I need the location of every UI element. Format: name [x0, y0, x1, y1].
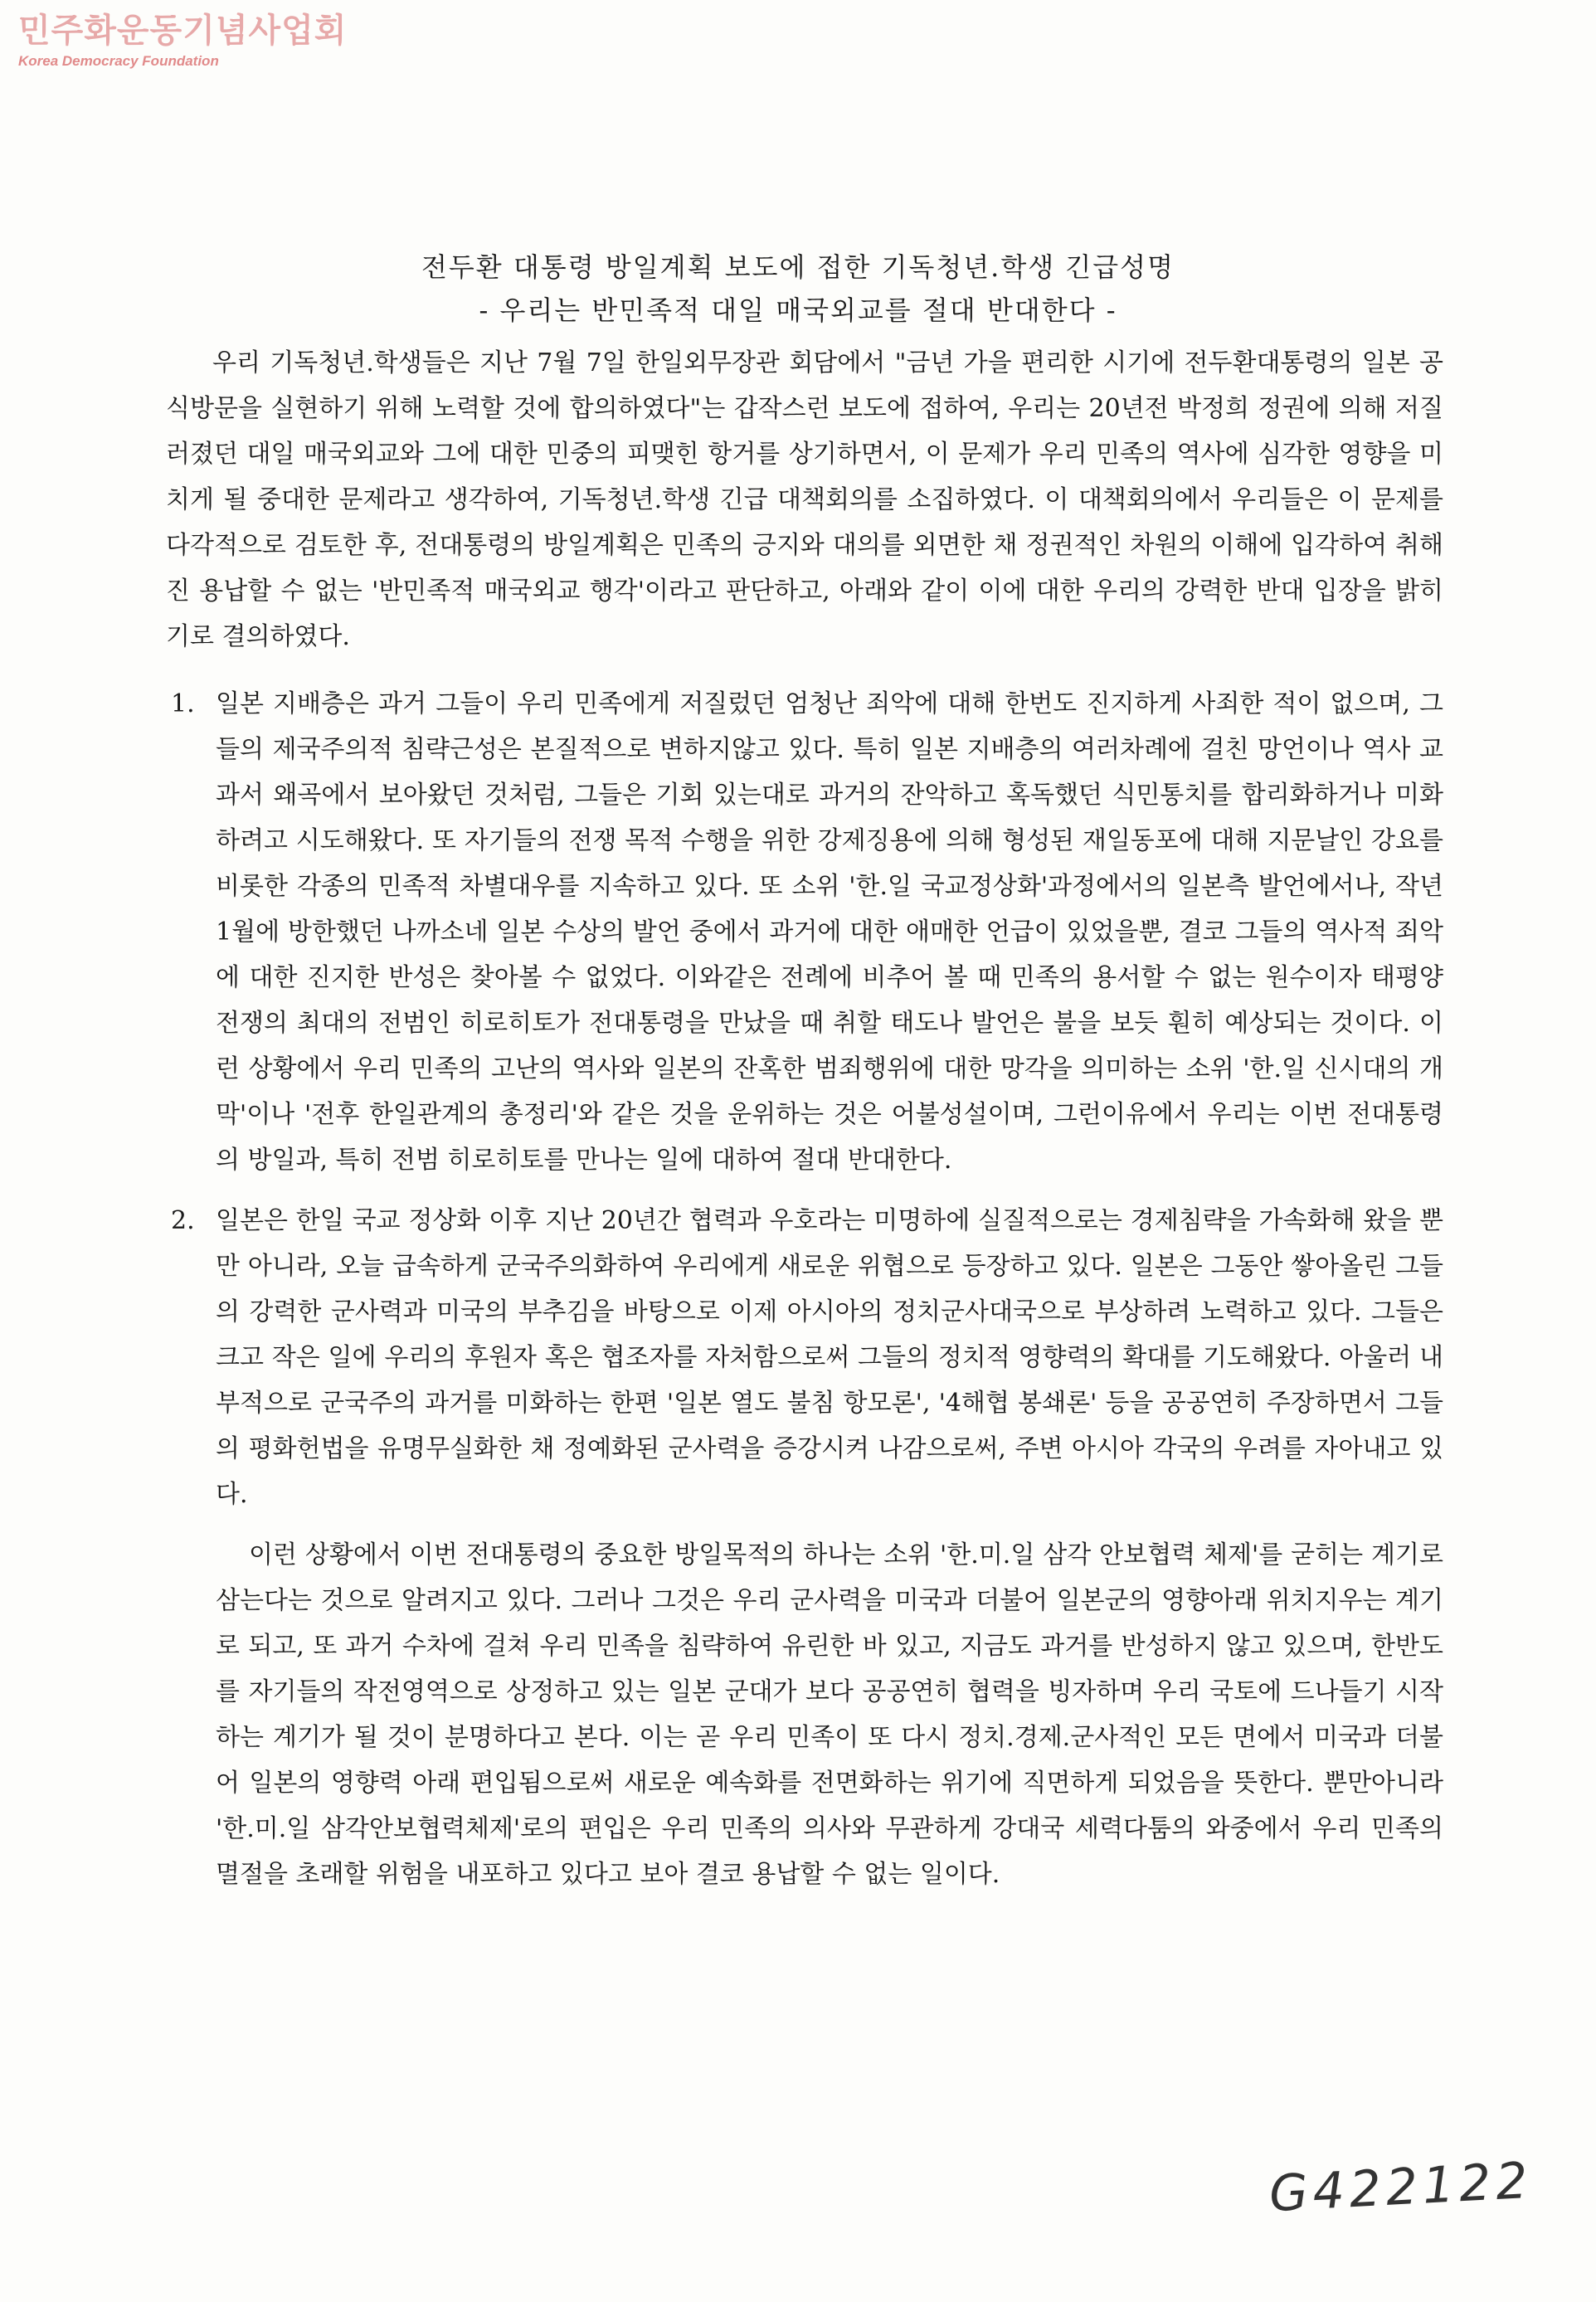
intro-paragraph: 우리 기독청년.학생들은 지난 7월 7일 한일외무장관 회담에서 "금년 가을 편리한 시기에 전두환대통령의 일본 공식방문을 실현하기 위해 노력할 것에 합의하였다"는 갑작스런 보도에 접하여, 우리는 20년전 박정희 정권에 의해 저질러졌던 대일 매국외교와 그에 대한 민중의 피맺힌 항거를 상기하면서, 이 문제가 우리 민족의 역사에 심각한 영향을 미치게 될 중대한 문제라고 생각하여, 기독청년.학생 긴급 대책회의를 소집하였다. 이 대책회의에서 우리들은 이 문제를 다각적으로 검토한 후, 전대통령의 방일계획은 민족의 긍지와 대의를 외면한 채 정권적인 차원의 이해에 입각하여 취해진 용납할 수 없는 '반민족적 매국외교 행각'이라고 판단하고, 아래와 같이 이에 대한 우리의 강력한 반대 입장을 밝히기로 결의하였다.: [166, 348, 1443, 651]
item-text: 일본은 한일 국교 정상화 이후 지난 20년간 협력과 우호라는 미명하에 실질적으로는 경제침략을 가속화해 왔을 뿐만 아니라, 오늘 급속하게 군국주의화하여 우리에게 새로운 위협으로 등장하고 있다. 일본은 그동안 쌓아올린 그들의 강력한 군사력과 미국의 부추김을 바탕으로 이제 아시아의 정치군사대국으로 부상하려 노력하고 있다. 그들은 크고 작은 일에 우리의 후원자 혹은 협조자를 자처함으로써 그들의 정치적 영향력의 확대를 기도해왔다. 아울러 내부적으로 군국주의 과거를 미화하는 한편 '일본 열도 불침 항모론', '4해협 봉쇄론' 등을 공공연히 주장하면서 그들의 평화헌법을 유명무실화한 채 정예화된 군사력을 증강시켜 나감으로써, 주변 아시아 각국의 우려를 자아내고 있다.: [216, 1206, 1443, 1509]
watermark-english: Korea Democracy Foundation: [18, 53, 219, 69]
document-body: [166, 340, 1443, 1897]
item-continuation: 이런 상황에서 이번 전대통령의 중요한 방일목적의 하나는 소위 '한.미.일 삼각 안보협력 체제'를 굳히는 계기로 삼는다는 것으로 알려지고 있다. 그러나 그것은 우리 군사력을 미국과 더불어 일본군의 영향아래 위치지우는 계기로 되고, 또 과거 수차에 걸쳐 우리 민족을 침략하여 유린한 바 있고, 지금도 과거를 반성하지 않고 있으며, 한반도를 자기들의 작전영역으로 상정하고 있는 일본 군대가 보다 공공연히 협력을 빙자하며 우리 국토에 드나들기 시작하는 계기가 될 것이 분명하다고 본다. 이는 곧 우리 민족이 또 다시 정치.경제.군사적인 모든 면에서 미국과 더불어 일본의 영향력 아래 편입됨으로써 새로운 예속화를 전면화하는 위기에 직면하게 되었음을 뜻한다. 뿐만아니라 '한.미.일 삼각안보협력체제'로의 편입은 우리 민족의 의사와 무관하게 강대국 세력다툼의 와중에서 우리 민족의 멸절을 초래할 위험을 내포하고 있다고 보아 결코 용납할 수 없는 일이다.: [216, 1540, 1443, 1889]
item-number: 1.: [171, 689, 195, 718]
list-item: [166, 1198, 1443, 1517]
document-title: 전두환 대통령 방일계획 보도에 접한 기독청년.학생 긴급성명: [421, 251, 1175, 283]
watermark-logo: [18, 12, 347, 70]
title-block: [0, 246, 1596, 332]
document-id-handwritten: G422122: [1268, 2151, 1535, 2224]
item-text: 일본 지배층은 과거 그들이 우리 민족에게 저질렀던 엄청난 죄악에 대해 한번도 진지하게 사죄한 적이 없으며, 그들의 제국주의적 침략근성은 본질적으로 변하지않고 있다. 특히 일본 지배층의 여러차례에 걸친 망언이나 역사 교과서 왜곡에서 보아왔던 것처럼, 그들은 기회 있는대로 과거의 잔악하고 혹독했던 식민통치를 합리화하거나 미화하려고 시도해왔다. 또 자기들의 전쟁 목적 수행을 위한 강제징용에 의해 형성된 재일동포에 대해 지문날인 강요를 비롯한 각종의 민족적 차별대우를 지속하고 있다. 또 소위 '한.일 국교정상화'과정에서의 일본측 발언에서나, 작년 1월에 방한했던 나까소네 일본 수상의 발언 중에서 과거에 대한 애매한 언급이 있었을뿐, 결코 그들의 역사적 죄악에 대한 진지한 반성은 찾아볼 수 없었다. 이와같은 전례에 비추어 볼 때 민족의 용서할 수 없는 원수이자 태평양 전쟁의 최대의 전범인 히로히토가 전대통령을 만났을 때 취할 태도나 발언은 불을 보듯 훤히 예상되는 것이다. 이런 상황에서 우리 민족의 고난의 역사와 일본의 잔혹한 범죄행위에 대한 망각을 의미하는 소위 '한.일 신시대의 개막'이나 '전후 한일관계의 총정리'와 같은 것을 운위하는 것은 어불성설이며, 그런이유에서 우리는 이번 전대통령의 방일과, 특히 전범 히로히토를 만나는 일에 대하여 절대 반대한다.: [216, 689, 1443, 1175]
watermark-korean: 민주화운동기념사업회: [18, 12, 348, 50]
item-number: 2.: [171, 1206, 195, 1235]
list-item: [166, 681, 1443, 1183]
document-subtitle: - 우리는 반민족적 대일 매국외교를 절대 반대한다 -: [479, 294, 1117, 326]
